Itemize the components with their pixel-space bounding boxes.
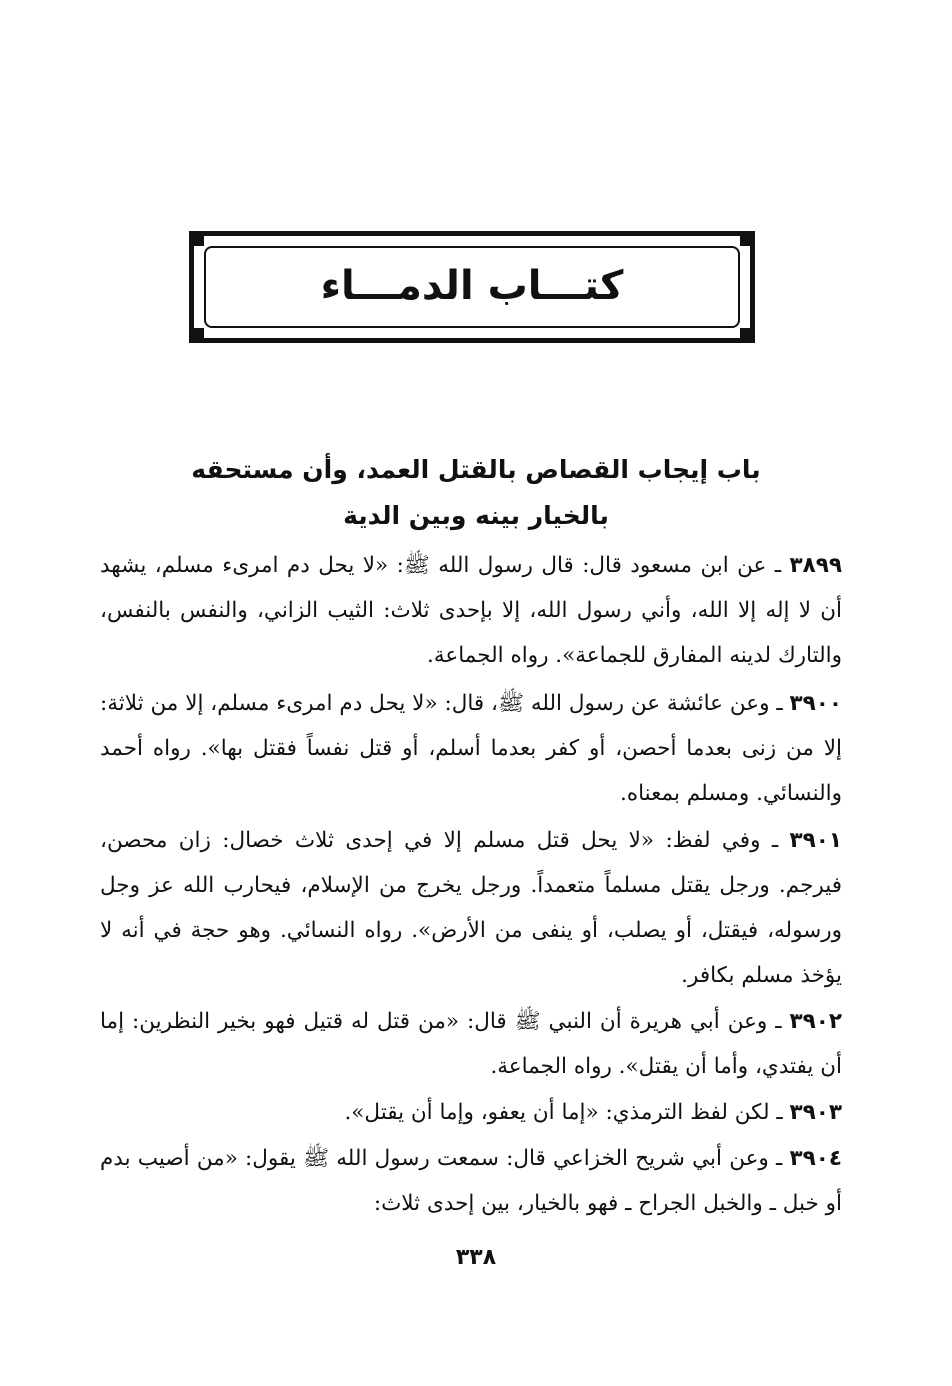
hadith-text: ـ وعن عائشة عن رسول الله ﷺ، قال: «لا يحل دم امرىء مسلم، إلا من ثلاثة: إلا من زنى بعدما أحصن، أو كفر بعدما أسلم، أو قتل نفساً فقتل بها». رواه أحمد والنسائي. ومسلم بمعناه. — [100, 691, 842, 806]
hadith-paragraph — [100, 1136, 842, 1226]
hadith-number: ٣٨٩٩ — [789, 553, 842, 578]
hadith-text: ـ وعن أبي هريرة أن النبي ﷺ قال: «من قتل له قتيل فهو بخير النظرين: إما أن يفتدي، وأما أن يقتل». رواه الجماعة. — [100, 1009, 842, 1079]
hadith-paragraph — [100, 818, 842, 998]
chapter-title-line-2: بالخيار بينه وبين الدية — [343, 501, 609, 530]
book-title-frame — [189, 231, 755, 343]
page-number: ٣٣٨ — [455, 1245, 497, 1270]
hadith-number: ٣٩٠٠ — [789, 691, 842, 716]
hadith-paragraph — [100, 999, 842, 1089]
hadith-paragraph — [100, 1090, 842, 1135]
frame-corner — [194, 328, 204, 338]
frame-corner — [194, 236, 204, 246]
hadith-paragraph — [100, 681, 842, 816]
hadith-number: ٣٩٠٤ — [789, 1146, 842, 1171]
frame-corner — [740, 328, 750, 338]
book-title: كتـــاب الدمـــاء — [320, 263, 624, 309]
frame-corner — [740, 236, 750, 246]
hadith-text: ـ وفي لفظ: «لا يحل قتل مسلم إلا في إحدى ثلاث خصال: زان محصن، فيرجم. ورجل يقتل مسلماً متعمداً. ورجل يخرج من الإسلام، فيحارب الله عز وجل ورسوله، فيقتل، أو يصلب، أو ينفى من الأرض». رواه النسائي. وهو حجة في أنه لا يؤخذ مسلم بكافر. — [100, 828, 842, 988]
hadith-text: ـ عن ابن مسعود قال: قال رسول الله ﷺ: «لا يحل دم امرىء مسلم، يشهد أن لا إله إلا الله، وأني رسول الله، إلا بإحدى ثلاث: الثيب الزاني، والنفس بالنفس، والتارك لدينه المفارق للجماعة». رواه الجماعة. — [100, 553, 842, 668]
hadith-text: ـ وعن أبي شريح الخزاعي قال: سمعت رسول الله ﷺ يقول: «من أصيب بدم أو خبل ـ والخبل الجراح ـ فهو بالخيار، بين إحدى ثلاث: — [100, 1146, 842, 1216]
hadith-paragraph — [100, 543, 842, 678]
chapter-title-line-1: باب إيجاب القصاص بالقتل العمد، وأن مستحقه — [191, 455, 761, 484]
hadith-number: ٣٩٠٣ — [789, 1100, 842, 1125]
hadith-number: ٣٩٠٢ — [789, 1009, 842, 1034]
hadith-number: ٣٩٠١ — [789, 828, 842, 853]
hadith-text: ـ لكن لفظ الترمذي: «إما أن يعفو، وإما أن يقتل». — [344, 1100, 790, 1125]
